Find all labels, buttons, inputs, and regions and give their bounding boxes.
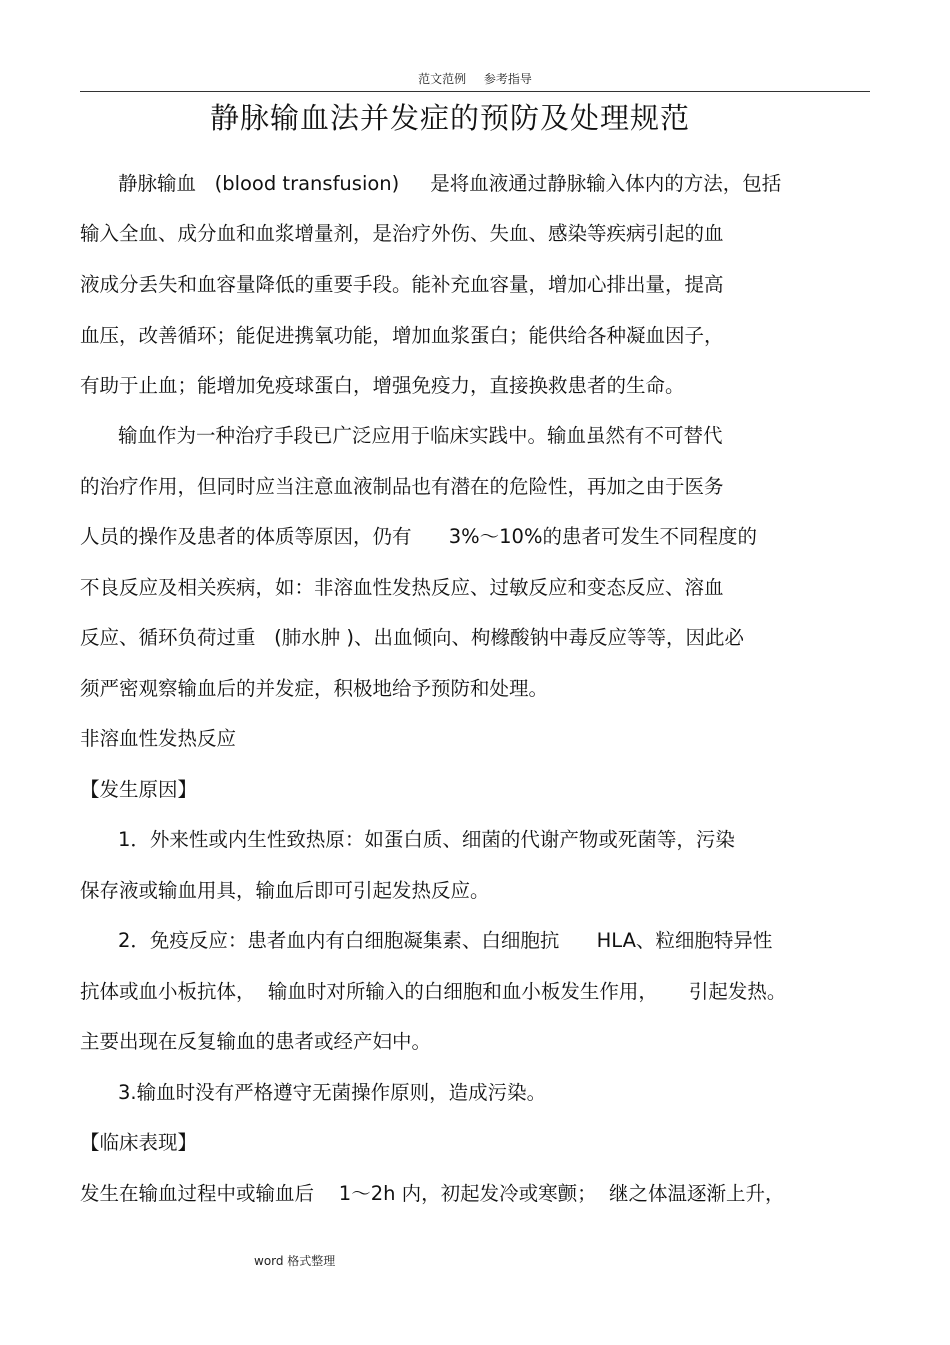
subsection-heading: 【发生原因】 [80, 778, 198, 801]
section-heading: 非溶血性发热反应 [80, 727, 237, 750]
list-item: 2．免疫反应：患者血内有白细胞凝集素、白细胞抗 HLA、粒细胞特异性 [118, 929, 773, 952]
paragraph-line: 保存液或输血用具，输血后即可引起发热反应。 [80, 879, 490, 902]
paragraph-line: 静脉输血 (blood transfusion) 是将血液通过静脉输入体内的方法，包括 [118, 172, 782, 195]
paragraph-line: 人员的操作及患者的体质等原因，仍有 3%～10%的患者可发生不同程度的 [80, 525, 757, 548]
list-item: 3.输血时没有严格遵守无菌操作原则，造成污染。 [118, 1081, 547, 1104]
paragraph-line: 发生在输血过程中或输血后 1～2h 内，初起发冷或寒颤； 继之体温逐渐上升， [80, 1182, 785, 1205]
subsection-heading: 【临床表现】 [80, 1131, 198, 1154]
paragraph-line: 的治疗作用，但同时应当注意血液制品也有潜在的危险性，再加之由于医务 [80, 475, 724, 498]
paragraph-line: 输入全血、成分血和血浆增量剂，是治疗外伤、失血、感染等疾病引起的血 [80, 222, 724, 245]
paragraph-line: 输血作为一种治疗手段已广泛应用于临床实践中。输血虽然有不可替代 [118, 424, 723, 447]
paragraph-line: 抗体或血小板抗体， 输血时对所输入的白细胞和血小板发生作用， 引起发热。 [80, 980, 787, 1003]
paragraph-line: 血压，改善循环；能促进携氧功能，增加血浆蛋白；能供给各种凝血因子， [80, 324, 724, 347]
document-title: 静脉输血法并发症的预防及处理规范 [209, 101, 690, 135]
paragraph-line: 须严密观察输血后的并发症，积极地给予预防和处理。 [80, 677, 549, 700]
paragraph-line: 反应、循环负荷过重 (肺水肿 )、出血倾向、枸橼酸钠中毒反应等等，因此必 [80, 626, 745, 649]
list-item: 1．外来性或内生性致热原：如蛋白质、细菌的代谢产物或死菌等，污染 [118, 828, 735, 851]
paragraph-line: 主要出现在反复输血的患者或经产妇中。 [80, 1030, 432, 1053]
paragraph-line: 不良反应及相关疾病，如：非溶血性发热反应、过敏反应和变态反应、溶血 [80, 576, 724, 599]
paragraph-line: 有助于止血；能增加免疫球蛋白，增强免疫力，直接换救患者的生命。 [80, 374, 685, 397]
paragraph-line: 液成分丢失和血容量降低的重要手段。能补充血容量，增加心排出量，提高 [80, 273, 724, 296]
page-header: 范文范例 参考指导 [418, 72, 532, 86]
page-footer: word 格式整理 [254, 1254, 336, 1268]
header-divider [80, 91, 870, 92]
